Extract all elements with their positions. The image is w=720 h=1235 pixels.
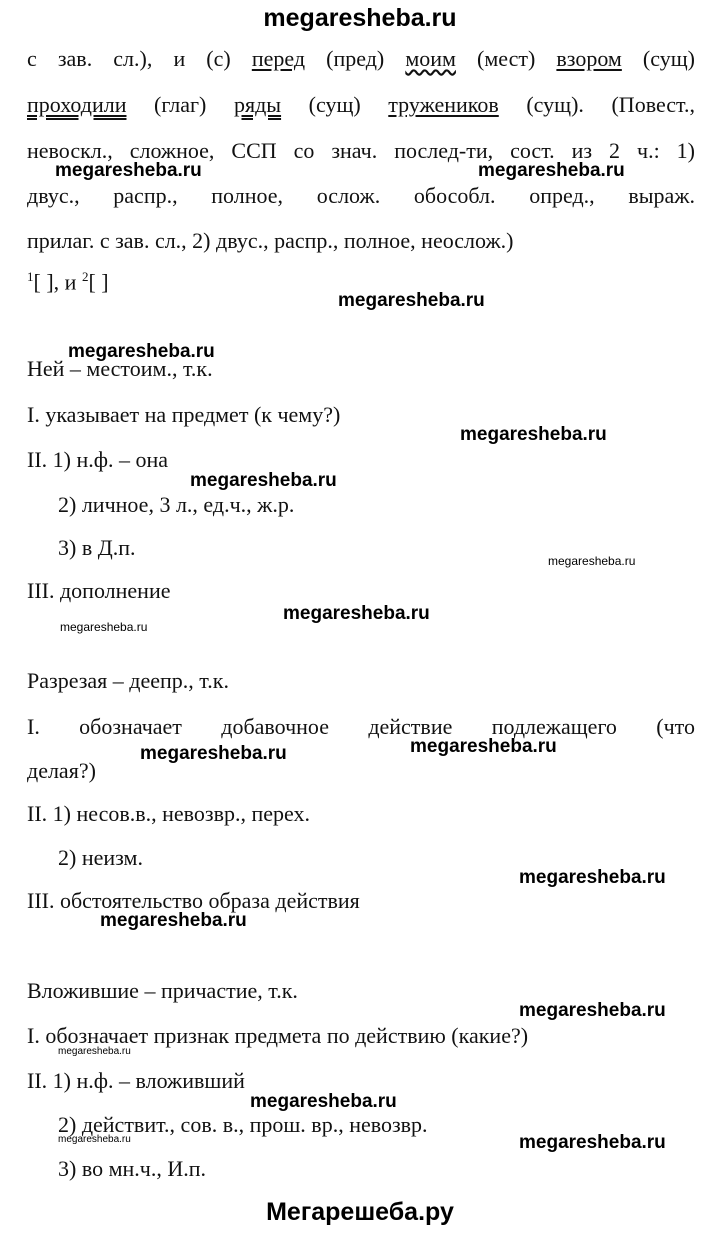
watermark: megaresheba.ru xyxy=(100,910,247,931)
word-ryady: ряды xyxy=(233,92,282,117)
watermark: megaresheba.ru xyxy=(478,160,625,181)
razrezaya-title: Разрезая – деепр., т.к. xyxy=(27,668,229,693)
sentence-line-4: двус., распр., полное, ослож. обособл. опред., выраж. xyxy=(27,183,695,208)
watermark: megaresheba.ru xyxy=(60,620,148,634)
word-prohodili: проходили xyxy=(27,92,127,117)
watermark: megaresheba.ru xyxy=(68,341,215,362)
watermark: megaresheba.ru xyxy=(519,1000,666,1021)
sentence-line-3: невоскл., сложное, ССП со знач. послед-ти, сост. из 2 ч.: 1) xyxy=(27,138,695,163)
nei-part-2-1: II. 1) н.ф. – она xyxy=(27,447,169,472)
razrezaya-part-1-line-1: I. обозначает добавочное действие подлежащего (что xyxy=(27,714,695,739)
watermark: megaresheba.ru xyxy=(55,160,202,181)
word-vzorom: взором xyxy=(556,46,622,71)
watermark: megaresheba.ru xyxy=(338,290,485,311)
word-truzhenikov: тружеников xyxy=(388,92,499,117)
sentence-line-2: проходили (глаг) ряды (сущ) тружеников (сущ). (Повест., xyxy=(27,92,695,117)
watermark: megaresheba.ru xyxy=(519,1132,666,1153)
watermark: megaresheba.ru xyxy=(410,736,557,757)
sentence-scheme: $^1$[ ], и $^2$[ ] xyxy=(27,269,109,295)
razrezaya-part-3: III. обстоятельство образа действия xyxy=(27,888,360,913)
watermark: megaresheba.ru xyxy=(250,1091,397,1112)
sentence-line-1: с зав. сл.), и (с) перед (пред) моим (мест) взором (сущ) xyxy=(27,46,696,71)
watermark: megaresheba.ru xyxy=(190,470,337,491)
sentence-line-5: прилаг. с зав. сл., 2) двус., распр., полное, неослож.) xyxy=(27,228,514,253)
site-header: megaresheba.ru xyxy=(263,4,457,32)
nei-part-2-3: 3) в Д.п. xyxy=(58,535,136,560)
vlozhivshie-part-2-3: 3) во мн.ч., И.п. xyxy=(58,1156,206,1181)
watermark: megaresheba.ru xyxy=(58,1046,131,1057)
site-footer: Мегарешеба.ру xyxy=(266,1198,454,1226)
nei-part-1: I. указывает на предмет (к чему?) xyxy=(27,402,341,427)
razrezaya-part-2-2: 2) неизм. xyxy=(58,845,143,870)
watermark: megaresheba.ru xyxy=(58,1134,131,1145)
watermark: megaresheba.ru xyxy=(283,603,430,624)
vlozhivshie-part-2-1: II. 1) н.ф. – вложивший xyxy=(27,1068,245,1093)
vlozhivshie-title: Вложившие – причастие, т.к. xyxy=(27,978,298,1003)
watermark: megaresheba.ru xyxy=(460,424,607,445)
razrezaya-part-2-1: II. 1) несов.в., невозвр., перех. xyxy=(27,801,310,826)
watermark: megaresheba.ru xyxy=(548,554,636,568)
vlozhivshie-part-2-2: 2) действит., сов. в., прош. вр., невозвр. xyxy=(58,1112,428,1137)
word-pered: перед xyxy=(251,46,306,71)
word-moim: моим xyxy=(405,46,456,71)
nei-part-3: III. дополнение xyxy=(27,578,171,603)
nei-part-2-2: 2) личное, 3 л., ед.ч., ж.р. xyxy=(58,492,295,517)
watermark: megaresheba.ru xyxy=(519,867,666,888)
vlozhivshie-part-1: I. обозначает признак предмета по действию (какие?) xyxy=(27,1023,529,1048)
razrezaya-part-1-line-2: делая?) xyxy=(27,758,96,783)
watermark: megaresheba.ru xyxy=(140,743,287,764)
nei-title: Ней – местоим., т.к. xyxy=(27,356,213,381)
